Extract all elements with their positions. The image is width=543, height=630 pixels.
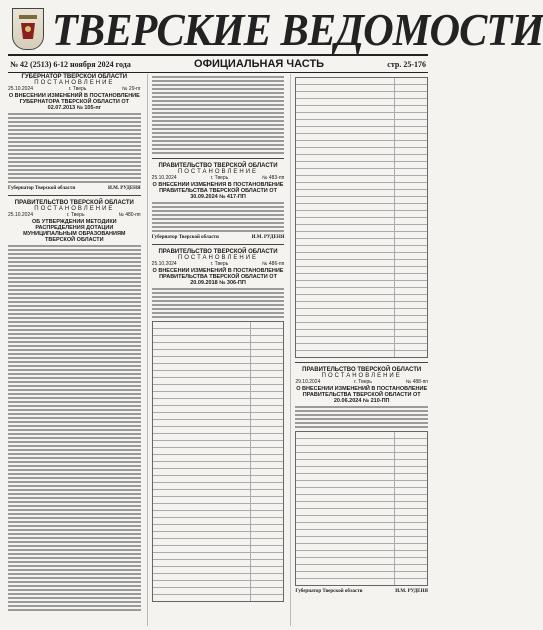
column-2: [147, 74, 285, 626]
article-date: 25.10.2024: [151, 175, 177, 181]
divider: [8, 195, 141, 196]
article-city: г. Тверь: [68, 86, 87, 92]
article-org: ПРАВИТЕЛЬСТВО ТВЕРСКОЙ ОБЛАСТИ: [14, 200, 134, 206]
signature-role: Губернатор Тверской области: [8, 186, 76, 191]
article-header: [295, 367, 428, 404]
article-org: ПРАВИТЕЛЬСТВО ТВЕРСКОЙ ОБЛАСТИ: [302, 367, 422, 373]
article-title: О ВНЕСЕНИИ ИЗМЕНЕНИЙ В ПОСТАНОВЛЕНИЕ ПРАВИТЕЛЬСТВА ТВЕРСКОЙ ОБЛАСТИ ОТ 20.09.2018 № 306-ПП: [152, 268, 284, 286]
article-org: ПРАВИТЕЛЬСТВО ТВЕРСКОЙ ОБЛАСТИ: [158, 163, 278, 169]
article-kind: ПОСТАНОВЛЕНИЕ: [34, 80, 115, 86]
data-table: [152, 321, 285, 602]
article-kind: ПОСТАНОВЛЕНИЕ: [177, 255, 259, 261]
section-title: ОФИЦИАЛЬНАЯ ЧАСТЬ: [194, 58, 325, 70]
article-meta: [152, 175, 285, 181]
article-date: 29.10.2024: [295, 379, 321, 385]
article-meta: [8, 212, 141, 218]
article-date: 25.10.2024: [151, 261, 177, 267]
data-table: [295, 431, 428, 586]
article-city: г. Тверь: [354, 379, 372, 385]
signature-role: Губернатор Тверской области: [151, 235, 219, 240]
divider: [295, 362, 428, 363]
article-body: [152, 76, 285, 154]
signature-role: Губернатор Тверской области: [295, 589, 363, 594]
article-number: № 483-пп: [262, 175, 285, 181]
article-title: О ВНЕСЕНИИ ИЗМЕНЕНИЙ В ПОСТАНОВЛЕНИЕ ПРАВИТЕЛЬСТВА ТВЕРСКОЙ ОБЛАСТИ ОТ 20.06.2024 № 210-ПП: [296, 386, 428, 404]
article-org: ГУБЕРНАТОР ТВЕРСКОЙ ОБЛАСТИ: [21, 74, 128, 80]
page-range: стр. 25-176: [387, 59, 426, 69]
signature-name: И.М. РУДЕНЯ: [251, 235, 285, 240]
divider: [152, 158, 285, 159]
article-meta: [8, 86, 141, 92]
signature: [152, 235, 285, 240]
article-number: № 480-пп: [118, 212, 141, 218]
column-1: [8, 74, 141, 626]
article-meta: [152, 261, 285, 267]
article-org: ПРАВИТЕЛЬСТВО ТВЕРСКОЙ ОБЛАСТИ: [158, 249, 278, 255]
article-meta: [295, 379, 428, 385]
divider: [152, 244, 285, 245]
article-number: № 29-пг: [122, 86, 141, 92]
article-number: № 486-пп: [262, 261, 285, 267]
article-kind: ПОСТАНОВЛЕНИЕ: [321, 373, 402, 379]
article-header: [8, 74, 141, 111]
article-date: 25.10.2024: [8, 86, 34, 92]
article-body: [8, 113, 141, 183]
article-body: [295, 406, 428, 428]
article-title: О ВНЕСЕНИИ ИЗМЕНЕНИЙ В ПОСТАНОВЛЕНИЕ ГУБЕРНАТОРА ТВЕРСКОЙ ОБЛАСТИ ОТ 02.07.2013 № 105-пг: [8, 93, 140, 111]
signature: [8, 186, 141, 191]
data-table: [295, 77, 428, 358]
article-city: г. Тверь: [66, 212, 85, 218]
article-city: г. Тверь: [210, 261, 229, 267]
signature-name: И.М. РУДЕНЯ: [395, 589, 429, 594]
article-kind: ПОСТАНОВЛЕНИЕ: [177, 169, 259, 175]
article-number: № 488-пп: [405, 379, 428, 385]
article-kind: ПОСТАНОВЛЕНИЕ: [34, 206, 115, 212]
signature: [295, 589, 428, 594]
article-body: [152, 202, 285, 232]
article-title: О ВНЕСЕНИИ ИЗМЕНЕНИЯ В ПОСТАНОВЛЕНИЕ ПРАВИТЕЛЬСТВА ТВЕРСКОЙ ОБЛАСТИ ОТ 30.09.2024 № 417-ПП: [152, 182, 284, 200]
issue-number: № 42 (2513) 6-12 ноября 2024 года: [10, 59, 131, 69]
newspaper-title: ТВЕРСКИЕ ВЕДОМОСТИ: [52, 4, 543, 55]
article-header: [152, 163, 285, 200]
article-header: [152, 249, 285, 286]
article-body: [8, 245, 141, 611]
signature-name: И.М. РУДЕНЯ: [107, 186, 141, 191]
content-columns: [8, 74, 428, 626]
info-bar: [8, 54, 428, 73]
article-header: [8, 200, 141, 243]
article-date: 25.10.2024: [8, 212, 34, 218]
column-3: [290, 74, 428, 626]
article-body: [152, 288, 285, 318]
article-city: г. Тверь: [210, 175, 229, 181]
coat-of-arms-icon: [12, 8, 44, 50]
article-title: ОБ УТВЕРЖДЕНИИ МЕТОДИКИ РАСПРЕДЕЛЕНИЯ ДОТАЦИИ МУНИЦИПАЛЬНЫМ ОБРАЗОВАНИЯМ ТВЕРСКОЙ ОБЛАСТИ: [23, 219, 126, 243]
